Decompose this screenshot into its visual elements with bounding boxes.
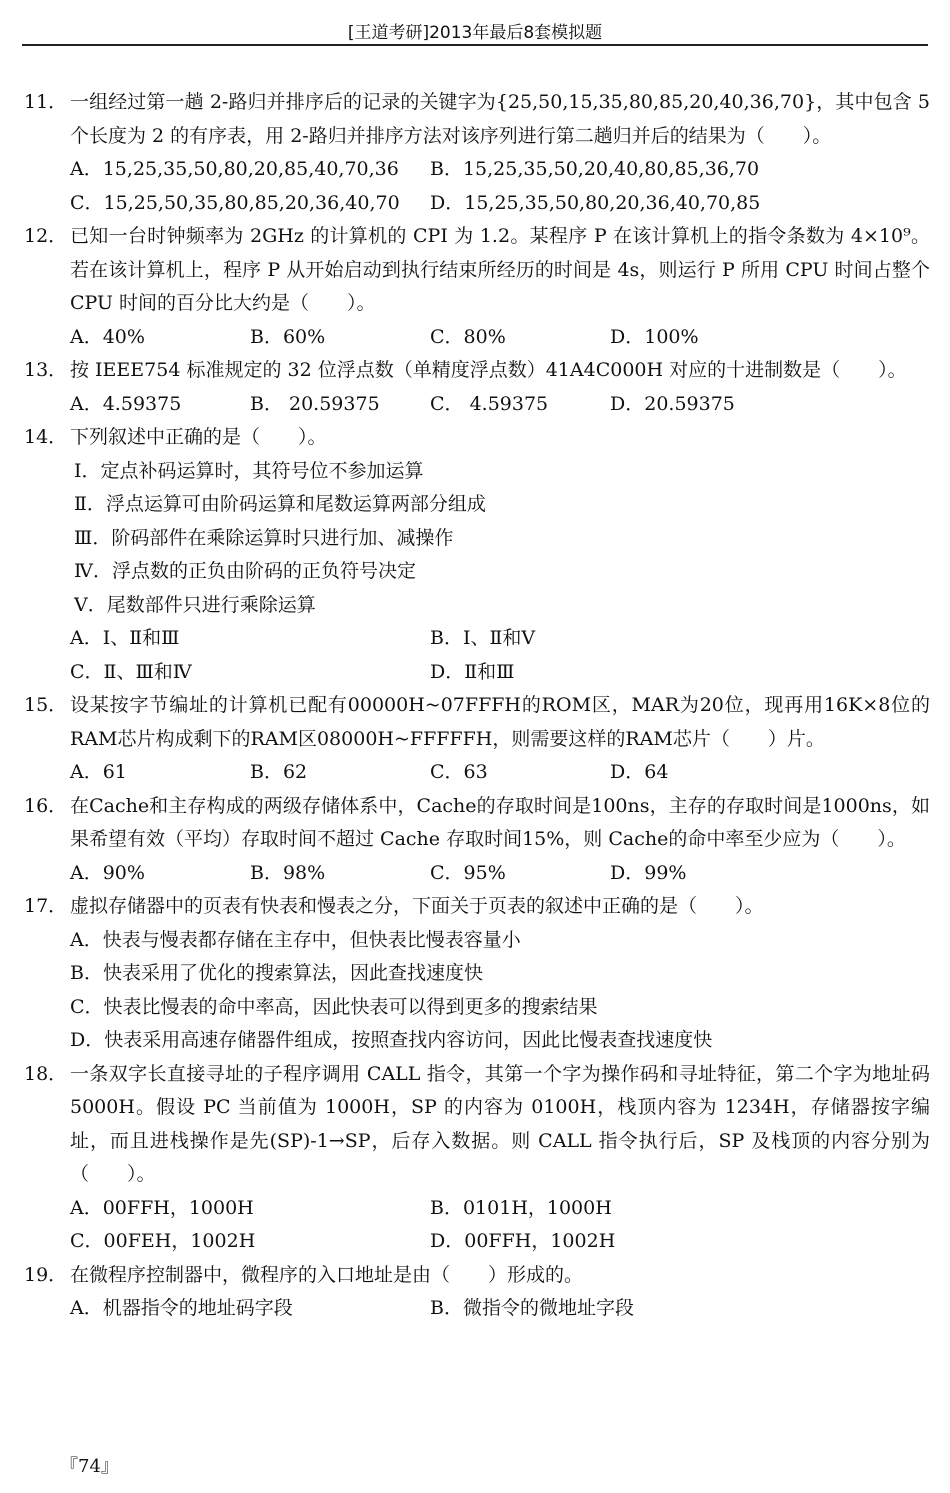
question-stem: 下列叙述中正确的是（ ）。 [70,426,327,448]
options [70,756,930,790]
option-d: D．100% [610,325,699,348]
question-17 [24,890,930,1058]
question-15 [24,689,930,790]
page-header: [王道考研]2013年最后8套模拟题 [347,23,603,43]
question-12 [24,220,930,354]
option-b: B．微指令的微地址字段 [430,1297,634,1319]
statement-item: Ⅰ．定点补码运算时，其符号位不参加运算 [74,459,424,482]
question-stem: 已知一台时钟频率为 2GHz 的计算机的 CPI 为 1.2。某程序 P 在该计算机上的指令条数为 4×10⁹。若在该计算机上，程序 P 从开始启动到执行结束所经历的时间是 4s，则运行 P 所用 CPU 时间占整个 CPU 时间的百分比大约是（ ）。 [70,225,930,314]
question-stem: 在微程序控制器中，微程序的入口地址是由（ ）形成的。 [70,1263,584,1286]
options [70,388,930,422]
option-a: A．15,25,35,50,80,20,85,40,70,36 [70,158,399,180]
option-b: B．Ⅰ、Ⅱ和Ⅴ [430,627,536,649]
question-11 [24,86,930,220]
option-a: A．快表与慢表都存储在主存中，但快表比慢表容量小 [70,928,521,951]
option-a: A．机器指令的地址码字段 [70,1297,293,1319]
question-stem: 一条双字长直接寻址的子程序调用 CALL 指令，其第一个字为操作码和寻址特征，第二个字为地址码 5000H。假设 PC 当前值为 1000H，SP 的内容为 0100H，栈顶内容为 1234H，存储器按字编址，而且进栈操作是先(SP)-1→SP，后存入数据。则 CALL 指令执行后，SP 及栈顶的内容分别为（ ）。 [70,1062,930,1185]
question-stem: 一组经过第一趟 2-路归并排序后的记录的关键字为{25,50,15,35,80,85,20,40,36,70}，其中包含 5 个长度为 2 的有序表，用 2-路归并排序方法对该序列进行第二趟归并后的结果为（ ）。 [70,91,930,147]
question-18 [24,1058,930,1259]
option-a: A．4.59375 [70,392,182,415]
option-d: D．64 [610,761,669,783]
options [70,1192,930,1259]
question-number: 15． [24,694,68,716]
option-c: C．80% [430,325,506,348]
option-c: C．快表比慢表的命中率高，因此快表可以得到更多的搜索结果 [70,995,598,1018]
options [70,153,930,220]
question-14 [24,421,930,689]
option-a: A．90% [70,861,145,884]
question-stem: 设某按字节编址的计算机已配有00000H~07FFFH的ROM区，MAR为20位，现再用16K×8位的RAM芯片构成剩下的RAM区08000H~FFFFFH，则需要这样的RAM芯片（ ）片。 [70,694,930,750]
question-number: 14． [24,426,68,448]
option-c: C．00FEH，1002H [70,1230,256,1252]
option-b: B．快表采用了优化的搜索算法，因此查找速度快 [70,962,483,984]
question-number: 17． [24,895,68,917]
statement-item: Ⅳ．浮点数的正负由阶码的正负符号决定 [74,560,416,582]
option-d: D．00FFH，1002H [430,1230,616,1252]
option-a: A．40% [70,325,145,348]
question-number: 13． [24,359,68,381]
statement-item: Ⅴ．尾数部件只进行乘除运算 [74,593,316,616]
question-13 [24,354,930,421]
option-b: B．15,25,35,50,20,40,80,85,36,70 [430,158,760,180]
options [70,321,930,355]
question-number: 19． [24,1263,68,1286]
statement-item: Ⅱ．浮点运算可由阶码运算和尾数运算两部分组成 [74,493,486,515]
option-c: C． 4.59375 [430,392,549,415]
question-number: 11． [24,91,68,113]
option-c: C．63 [430,761,488,783]
option-c: C．15,25,50,35,80,85,20,36,40,70 [70,191,400,214]
options [70,622,930,689]
question-number: 18． [24,1062,68,1085]
option-a: A．61 [70,761,127,783]
question-stem: 虚拟存储器中的页表有快表和慢表之分，下面关于页表的叙述中正确的是（ ）。 [70,895,764,917]
option-d: D．20.59375 [610,392,735,415]
option-b: B．98% [250,861,326,884]
question-number: 16． [24,794,68,817]
option-b: B．60% [250,325,326,348]
option-a: A．00FFH，1000H [70,1196,254,1219]
option-b: B．0101H，1000H [430,1196,612,1219]
question-19 [24,1259,930,1326]
option-a: A．Ⅰ、Ⅱ和Ⅲ [70,627,180,649]
option-b: B． 20.59375 [250,392,380,415]
options [70,1292,930,1326]
option-b: B．62 [250,761,308,783]
option-d: D．Ⅱ和Ⅲ [430,660,515,683]
option-c: C．Ⅱ、Ⅲ和Ⅳ [70,660,192,683]
statement-item: Ⅲ．阶码部件在乘除运算时只进行加、减操作 [74,526,454,549]
option-d: D．99% [610,861,687,884]
question-stem: 按 IEEE754 标准规定的 32 位浮点数（单精度浮点数）41A4C000H 对应的十进制数是（ ）。 [70,359,907,381]
question-list [24,86,930,1326]
options [70,924,930,1058]
options [70,857,930,891]
question-number: 12． [24,225,68,247]
option-d: D．15,25,35,50,80,20,36,40,70,85 [430,191,761,214]
option-c: C．95% [430,861,506,884]
option-d: D．快表采用高速存储器件组成，按照查找内容访问，因此比慢表查找速度快 [70,1029,713,1051]
question-16 [24,790,930,891]
question-stem: 在Cache和主存构成的两级存储体系中，Cache的存取时间是100ns，主存的存取时间是1000ns，如果希望有效（平均）存取时间不超过 Cache 存取时间15%，则 Cache的命中率至少应为（ ）。 [70,794,930,850]
page-number: 『74』 [60,1456,119,1477]
header-rule [22,44,928,46]
